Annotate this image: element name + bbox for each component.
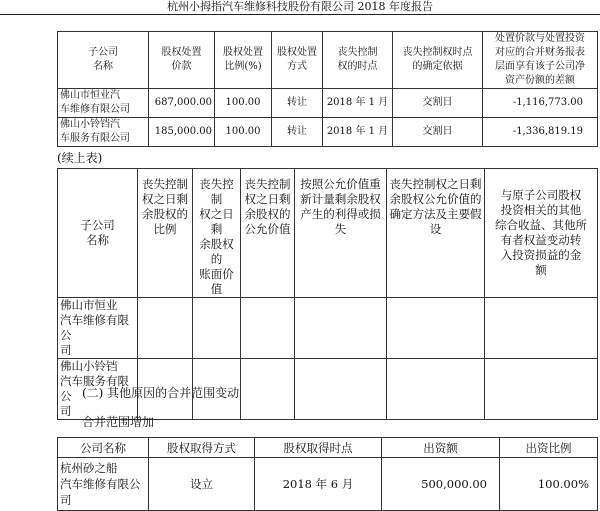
price-cell: 687,000.00: [149, 89, 215, 118]
ratio-cell: 100.00: [215, 89, 272, 118]
empty-cell: [295, 298, 387, 359]
header-cell: 股权处置 价款: [149, 32, 215, 89]
table-row: [58, 118, 598, 147]
price-cell: 185,000.00: [149, 118, 215, 147]
header-cell: 丧失控制 权之日剩 余股权的 比例: [138, 169, 193, 298]
header-cell: 出资比例: [500, 438, 598, 458]
disposal-continued-table: [57, 168, 598, 420]
continued-label: (续上表): [57, 151, 103, 165]
section-title: (二) 其他原因的合并范围变动: [82, 386, 240, 400]
header-cell: 丧失控制权之日剩 余股权公允价值的 确定方法及主要假 设: [387, 169, 485, 298]
header-cell: 股权取得方式: [149, 438, 255, 458]
method-cell: 转让: [272, 118, 323, 147]
method-cell: 转让: [272, 89, 323, 118]
table-header-row: [58, 438, 598, 458]
consolidation-increase-table: [57, 437, 598, 511]
company-name-cell: 佛山小铃铛汽 车服务有限公司: [58, 118, 149, 147]
header-cell: 丧失控制 权之日剩 余股权的 公允价值: [241, 169, 295, 298]
empty-cell: [387, 298, 485, 359]
empty-cell: [387, 359, 485, 420]
header-cell: 出资额: [382, 438, 500, 458]
company-name-cell: 佛山市恒业汽 车维修有限公司: [58, 89, 149, 118]
empty-cell: [241, 359, 295, 420]
header-cell: 丧失控制权时点 的确定依据: [393, 32, 483, 89]
date-cell: 2018 年 1 月: [323, 89, 393, 118]
capital-ratio-cell: 100.00%: [500, 458, 598, 511]
table-header-row: [58, 169, 598, 298]
header-cell: 丧失控制 权的时点: [323, 32, 393, 89]
subsection-title: 合并范围增加: [82, 415, 155, 429]
header-cell: 子公司 名称: [58, 169, 138, 298]
table-row: [58, 298, 598, 359]
header-cell: 处置价款与处置投资 对应的合并财务报表 层面享有该子公司净 资产份额的差额: [483, 32, 598, 89]
acquisition-date-cell: 2018 年 6 月: [255, 458, 382, 511]
header-cell: 丧失控制 权之日剩 余股权的 账面价值: [193, 169, 241, 298]
empty-cell: [138, 298, 193, 359]
date-cell: 2018 年 1 月: [323, 118, 393, 147]
company-name-cell: 佛山小铃铛 汽车服务有限公 司: [58, 359, 138, 420]
header-cell: 股权取得时点: [255, 438, 382, 458]
table-row: [58, 89, 598, 118]
disposal-table: [57, 31, 598, 147]
basis-cell: 交割日: [393, 89, 483, 118]
difference-cell: -1,336,819.19: [483, 118, 598, 147]
report-header: 杭州小拇指汽车维修科技股份有限公司 2018 年度报告: [0, 0, 600, 15]
header-cell: 股权处置 方式: [272, 32, 323, 89]
header-cell: 与原子公司股权 投资相关的其他 综合收益、其他所 有者权益变动转 入投资损益的金 额: [485, 169, 598, 298]
company-name-cell: 杭州砂之船 汽车维修有限公 司: [58, 458, 149, 511]
empty-cell: [485, 359, 598, 420]
empty-cell: [193, 298, 241, 359]
header-cell: 按照公允价值重 新计量剩余股权 产生的利得或损 失: [295, 169, 387, 298]
ratio-cell: 100.00: [215, 118, 272, 147]
empty-cell: [241, 298, 295, 359]
empty-cell: [485, 298, 598, 359]
difference-cell: -1,116,773.00: [483, 89, 598, 118]
company-name-cell: 佛山市恒业 汽车维修有限公 司: [58, 298, 138, 359]
capital-amount-cell: 500,000.00: [382, 458, 500, 511]
header-cell: 子公司 名称: [58, 32, 149, 89]
table-row: [58, 458, 598, 511]
header-cell: 股权处置 比例(%): [215, 32, 272, 89]
empty-cell: [295, 359, 387, 420]
acquisition-method-cell: 设立: [149, 458, 255, 511]
table-header-row: [58, 32, 598, 89]
basis-cell: 交割日: [393, 118, 483, 147]
header-cell: 公司名称: [58, 438, 149, 458]
